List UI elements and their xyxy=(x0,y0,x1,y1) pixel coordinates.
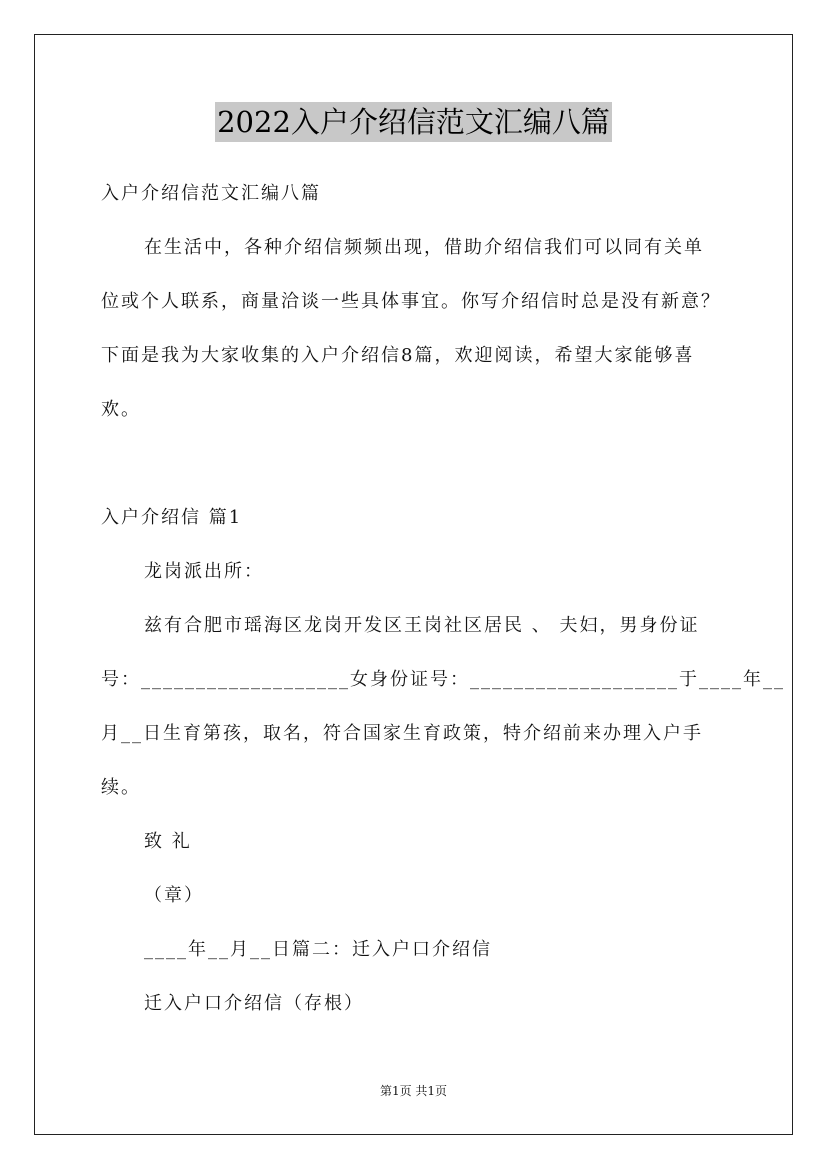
date-line: ____年__月__日篇二：迁入户口介绍信 xyxy=(144,939,492,960)
seal: （章） xyxy=(144,885,204,906)
document-title: 2022入户介绍信范文汇编八篇 xyxy=(215,102,612,142)
intro-line-2: 位或个人联系，商量洽谈一些具体事宜。你写介绍信时总是没有新意？ xyxy=(101,291,721,312)
closing: 致 礼 xyxy=(144,831,192,852)
intro-line-1: 在生活中，各种介绍信频频出现，借助介绍信我们可以同有关单 xyxy=(144,237,704,258)
intro-line-4: 欢。 xyxy=(101,399,141,420)
document-subtitle: 入户介绍信范文汇编八篇 xyxy=(101,183,321,204)
page-number: 第1页 共1页 xyxy=(379,1084,448,1098)
title-container xyxy=(0,102,827,142)
body-line-3: 月__日生育第孩，取名，符合国家生育政策，特介绍前来办理入户手 xyxy=(101,723,703,744)
stub-heading: 迁入户口介绍信（存根） xyxy=(144,993,364,1014)
body-line-2: 号：___________________女身份证号：___________________于____年__ xyxy=(101,669,785,690)
addressee: 龙岗派出所： xyxy=(144,561,264,582)
body-line-1: 兹有合肥市瑶海区龙岗开发区王岗社区居民 、 夫妇，男身份证 xyxy=(144,615,700,636)
body-line-4: 续。 xyxy=(101,777,141,798)
section-heading: 入户介绍信 篇1 xyxy=(101,507,243,528)
intro-line-3: 下面是我为大家收集的入户介绍信8篇，欢迎阅读，希望大家能够喜 xyxy=(101,345,695,366)
